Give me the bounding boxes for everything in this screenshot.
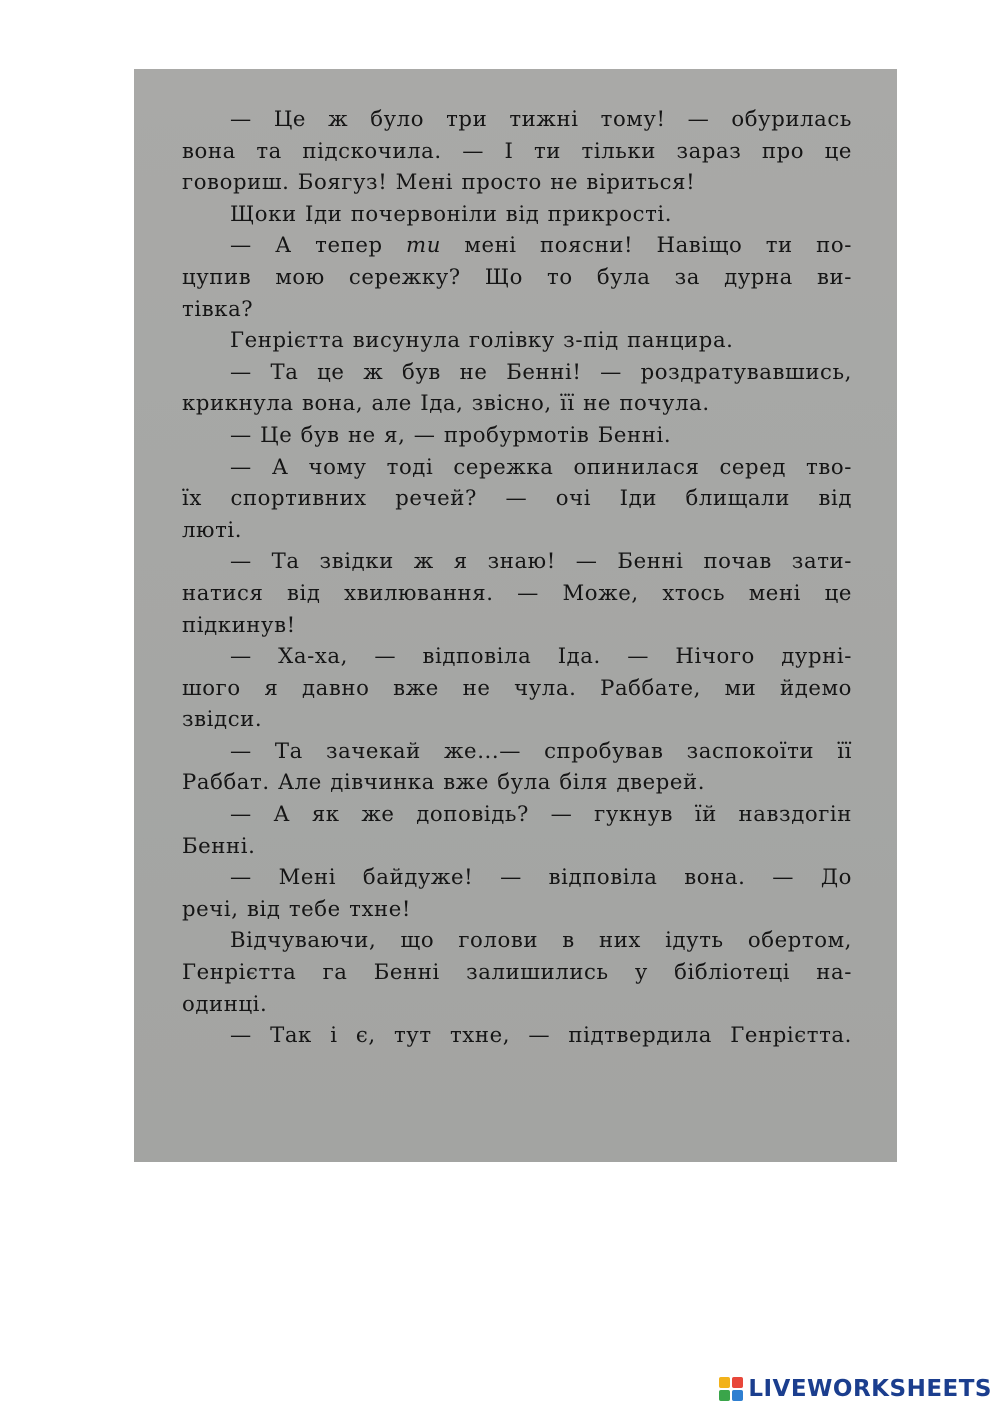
- text-line: їх спортивних речей? — очі Іди блищали від: [182, 485, 852, 511]
- text-line: Відчуваючи, що голови в них ідуть обертом,: [230, 927, 852, 953]
- text-line: шого я давно вже не чула. Раббате, ми йдемо: [182, 674, 852, 700]
- text-line: говориш. Боягуз! Мені просто не віриться!: [182, 169, 696, 195]
- text-line: — Та звідки ж я знаю! — Бенні почав зати-: [230, 548, 852, 574]
- text-line: цупив мою сережку? Що то була за дурна ви-: [182, 263, 852, 289]
- text-line: натися від хвилювання. — Може, хтось мені це: [182, 579, 852, 605]
- text-line: Щоки Іди почервоніли від прикрості.: [230, 200, 673, 226]
- text-line: тівка?: [182, 295, 254, 321]
- brand-name: LIVEWORKSHEETS: [748, 1376, 992, 1402]
- logo-square: [732, 1390, 743, 1401]
- text-line: звідси.: [182, 706, 263, 732]
- logo-square: [719, 1390, 730, 1401]
- liveworksheets-brand: [719, 1375, 992, 1403]
- text-line: люті.: [182, 516, 243, 542]
- text-line: — Ха-ха, — відповіла Іда. — Нічого дурні-: [230, 643, 852, 669]
- text-line: — А чому тоді сережка опинилася серед тво-: [230, 453, 852, 479]
- text-line: — Мені байдуже! — відповіла вона. — До: [230, 864, 852, 890]
- logo-square: [719, 1377, 730, 1388]
- text-line: — Так і є, тут тхне, — підтвердила Генрієтта.: [230, 1022, 852, 1048]
- text-line: Генрієтта висунула голівку з-під панцира.: [230, 327, 734, 353]
- text-line: вона та підскочила. — І ти тільки зараз про це: [182, 137, 852, 163]
- text-line: підкинув!: [182, 611, 296, 637]
- text-line: — Та це ж був не Бенні! — роздратувавшись,: [230, 358, 852, 384]
- text-line: — А як же доповідь? — гукнув їй навздогін: [230, 801, 852, 827]
- text-line: Генрієтта га Бенні залишились у бібліотеці на-: [182, 959, 852, 985]
- text-line: Раббат. Але дівчинка вже була біля дверей.: [182, 769, 706, 795]
- text-line: Бенні.: [182, 832, 256, 858]
- text-line: — Це був не я, — пробурмотів Бенні.: [230, 421, 672, 447]
- page-text: [182, 103, 852, 1051]
- text-line: — Та зачекай же...— спробував заспокоїти її: [230, 737, 852, 763]
- logo-square: [732, 1377, 743, 1388]
- liveworksheets-logo-icon: [719, 1377, 743, 1401]
- text-line: речі, від тебе тхне!: [182, 895, 411, 921]
- text-line: — А тепер ти мені поясни! Навіщо ти по-: [230, 232, 852, 258]
- text-line: крикнула вона, але Іда, звісно, її не почула.: [182, 390, 710, 416]
- text-line: одинці.: [182, 990, 268, 1016]
- scanned-book-page: [134, 69, 897, 1162]
- text-line: — Це ж було три тижні тому! — обурилась: [230, 106, 852, 131]
